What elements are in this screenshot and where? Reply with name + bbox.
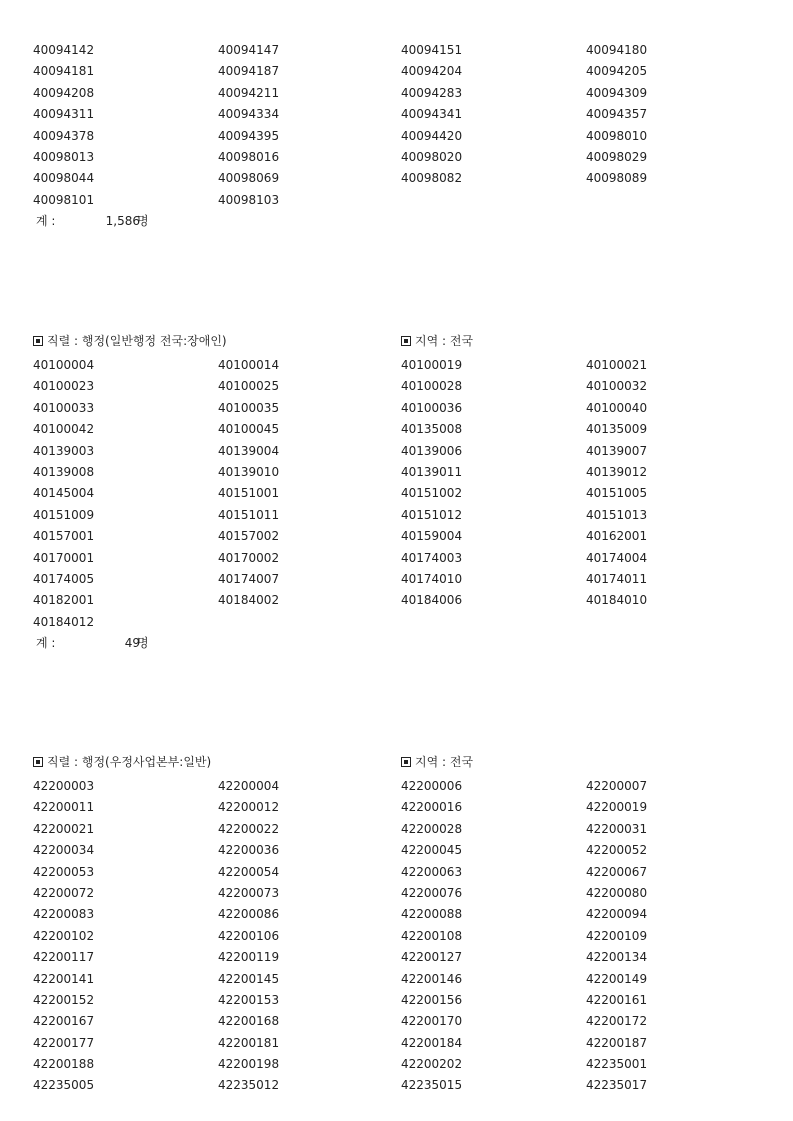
applicant-number: 40094420 xyxy=(401,128,463,143)
applicant-number: 42200004 xyxy=(218,779,280,793)
applicant-number: 42200202 xyxy=(401,1057,463,1072)
applicant-number: 40098069 xyxy=(218,171,280,186)
applicant-number: 42200109 xyxy=(586,928,648,943)
applicant-number: 42200036 xyxy=(218,843,280,858)
section-admin-disabled xyxy=(0,333,793,653)
applicant-number: 40100023 xyxy=(33,379,95,394)
section-total xyxy=(0,213,793,231)
region-header xyxy=(401,333,473,349)
table-row xyxy=(0,192,793,213)
applicant-number: 40174007 xyxy=(218,571,280,586)
applicant-number: 40139012 xyxy=(586,464,648,479)
applicant-number: 42200045 xyxy=(401,843,463,858)
applicant-number: 40159004 xyxy=(401,529,463,544)
applicant-number: 40184010 xyxy=(586,593,648,608)
square-bullet-icon xyxy=(33,757,43,767)
applicant-number: 42200184 xyxy=(401,1035,463,1050)
applicant-number: 42200083 xyxy=(33,907,95,922)
applicant-number: 42200011 xyxy=(33,800,95,815)
applicant-number: 40098082 xyxy=(401,171,463,186)
applicant-number: 42200086 xyxy=(218,907,280,922)
applicant-number: 42200006 xyxy=(401,779,463,793)
applicant-number: 42200167 xyxy=(33,1014,95,1029)
applicant-number: 42200152 xyxy=(33,992,95,1007)
applicant-number: 42200168 xyxy=(218,1014,280,1029)
applicant-number: 42200119 xyxy=(218,950,280,965)
table-row xyxy=(0,971,793,992)
applicant-number: 40170002 xyxy=(218,550,280,565)
applicant-number: 42235001 xyxy=(586,1057,648,1072)
applicant-number: 40174011 xyxy=(586,571,648,586)
job-series-header xyxy=(33,333,227,349)
applicant-number: 42200052 xyxy=(586,843,648,858)
applicant-number: 40094341 xyxy=(401,107,463,122)
table-row xyxy=(0,1035,793,1056)
applicant-number: 40098044 xyxy=(33,171,95,186)
table-row xyxy=(0,357,793,378)
applicant-number: 40094204 xyxy=(401,64,463,79)
total-count: 49 xyxy=(124,636,140,651)
applicant-number: 40094187 xyxy=(218,64,280,79)
table-row xyxy=(0,443,793,464)
applicant-number: 42200019 xyxy=(586,800,648,815)
section-continued xyxy=(0,42,793,231)
applicant-number: 40100035 xyxy=(218,400,280,415)
applicant-number: 42200187 xyxy=(586,1035,648,1050)
applicant-number: 40100021 xyxy=(586,358,648,372)
applicant-number: 42200072 xyxy=(33,885,95,900)
applicant-number: 42200181 xyxy=(218,1035,280,1050)
applicant-number: 40135008 xyxy=(401,422,463,437)
applicant-number: 40100032 xyxy=(586,379,648,394)
applicant-number: 40094208 xyxy=(33,85,95,100)
job-series-label: 직렬 : 행정(우정사업본부:일반) xyxy=(47,755,212,769)
applicant-number: 42200021 xyxy=(33,821,95,836)
table-row xyxy=(0,571,793,592)
total-label: 계 : xyxy=(36,636,56,651)
applicant-number: 42200094 xyxy=(586,907,648,922)
applicant-number: 40098029 xyxy=(586,149,648,164)
table-row xyxy=(0,592,793,613)
applicant-number: 40098101 xyxy=(33,192,95,207)
applicant-number: 40094309 xyxy=(586,85,648,100)
region-header xyxy=(401,754,473,770)
applicant-number: 40184002 xyxy=(218,593,280,608)
table-row xyxy=(0,614,793,635)
applicant-number: 42200053 xyxy=(33,864,95,879)
section-total xyxy=(0,635,793,653)
applicant-number: 40182001 xyxy=(33,593,95,608)
applicant-number: 40170001 xyxy=(33,550,95,565)
applicant-number: 42200022 xyxy=(218,821,280,836)
table-row xyxy=(0,63,793,84)
applicant-number: 40100014 xyxy=(218,358,280,372)
applicant-number: 42200170 xyxy=(401,1014,463,1029)
applicant-number: 42200076 xyxy=(401,885,463,900)
applicant-number: 42200003 xyxy=(33,779,95,793)
applicant-number: 42200067 xyxy=(586,864,648,879)
applicant-number: 40100019 xyxy=(401,358,463,372)
applicant-number: 42200080 xyxy=(586,885,648,900)
table-row xyxy=(0,378,793,399)
applicant-number: 42200012 xyxy=(218,800,280,815)
applicant-number: 40100004 xyxy=(33,358,95,372)
applicant-number: 42200031 xyxy=(586,821,648,836)
table-row xyxy=(0,507,793,528)
applicant-number: 42200054 xyxy=(218,864,280,879)
applicant-number: 40094181 xyxy=(33,64,95,79)
applicant-number: 40100045 xyxy=(218,422,280,437)
applicant-number: 40151013 xyxy=(586,507,648,522)
applicant-number: 42235015 xyxy=(401,1078,463,1093)
applicant-number: 40174010 xyxy=(401,571,463,586)
applicant-number: 42200028 xyxy=(401,821,463,836)
table-row xyxy=(0,85,793,106)
applicant-number: 40094142 xyxy=(33,43,95,57)
applicant-number: 40162001 xyxy=(586,529,648,544)
applicant-number: 42200188 xyxy=(33,1057,95,1072)
applicant-number: 40098010 xyxy=(586,128,648,143)
applicant-number: 40100025 xyxy=(218,379,280,394)
total-count: 1,586 xyxy=(105,214,140,229)
applicant-number: 40094205 xyxy=(586,64,648,79)
table-row xyxy=(0,906,793,927)
applicant-number: 42200063 xyxy=(401,864,463,879)
applicant-number: 40094357 xyxy=(586,107,648,122)
applicant-number: 40174004 xyxy=(586,550,648,565)
applicant-number: 40094151 xyxy=(401,43,463,57)
applicant-number: 42200198 xyxy=(218,1057,280,1072)
applicant-number: 40174005 xyxy=(33,571,95,586)
number-grid xyxy=(0,778,793,1099)
applicant-number: 40100036 xyxy=(401,400,463,415)
applicant-number: 40145004 xyxy=(33,486,95,501)
applicant-number: 42235017 xyxy=(586,1078,648,1093)
applicant-number: 40098089 xyxy=(586,171,648,186)
applicant-number: 40139011 xyxy=(401,464,463,479)
region-label: 지역 : 전국 xyxy=(415,755,474,769)
section-header xyxy=(0,754,793,778)
applicant-number: 42200127 xyxy=(401,950,463,965)
applicant-number: 40157002 xyxy=(218,529,280,544)
applicant-number: 40157001 xyxy=(33,529,95,544)
applicant-number: 42200177 xyxy=(33,1035,95,1050)
applicant-number: 40139006 xyxy=(401,443,463,458)
applicant-number: 40100033 xyxy=(33,400,95,415)
applicant-number: 40151011 xyxy=(218,507,280,522)
table-row xyxy=(0,400,793,421)
applicant-number: 42200172 xyxy=(586,1014,648,1029)
table-row xyxy=(0,864,793,885)
square-bullet-icon xyxy=(401,336,411,346)
applicant-number: 40151002 xyxy=(401,486,463,501)
applicant-number: 40098016 xyxy=(218,149,280,164)
table-row xyxy=(0,42,793,63)
applicant-number: 40094283 xyxy=(401,85,463,100)
table-row xyxy=(0,421,793,442)
applicant-number: 40094211 xyxy=(218,85,280,100)
table-row xyxy=(0,128,793,149)
applicant-number: 40151001 xyxy=(218,486,280,501)
table-row xyxy=(0,485,793,506)
table-row xyxy=(0,170,793,191)
table-row xyxy=(0,992,793,1013)
table-row xyxy=(0,149,793,170)
applicant-number: 40098020 xyxy=(401,149,463,164)
applicant-number: 40139004 xyxy=(218,443,280,458)
total-unit: 명 xyxy=(137,214,149,229)
applicant-number: 42200156 xyxy=(401,992,463,1007)
square-bullet-icon xyxy=(33,336,43,346)
applicant-number: 42200007 xyxy=(586,779,648,793)
applicant-number: 42200134 xyxy=(586,950,648,965)
applicant-number: 42235012 xyxy=(218,1078,280,1093)
job-series-label: 직렬 : 행정(일반행정 전국:장애인) xyxy=(47,334,227,348)
applicant-number: 42200088 xyxy=(401,907,463,922)
total-label: 계 : xyxy=(36,214,56,229)
table-row xyxy=(0,928,793,949)
table-row xyxy=(0,106,793,127)
applicant-number: 42200149 xyxy=(586,971,648,986)
table-row xyxy=(0,528,793,549)
applicant-number: 40100042 xyxy=(33,422,95,437)
applicant-number: 40094180 xyxy=(586,43,648,57)
applicant-number: 42235005 xyxy=(33,1078,95,1093)
region-label: 지역 : 전국 xyxy=(415,334,474,348)
table-row xyxy=(0,1056,793,1077)
applicant-number: 40151005 xyxy=(586,486,648,501)
applicant-number: 40139008 xyxy=(33,464,95,479)
applicant-number: 40100040 xyxy=(586,400,648,415)
job-series-header xyxy=(33,754,211,770)
applicant-number: 42200073 xyxy=(218,885,280,900)
section-postal-general xyxy=(0,754,793,1099)
applicant-number: 40139007 xyxy=(586,443,648,458)
square-bullet-icon xyxy=(401,757,411,767)
applicant-number: 40100028 xyxy=(401,379,463,394)
applicant-number: 42200117 xyxy=(33,950,95,965)
applicant-number: 40098013 xyxy=(33,149,95,164)
table-row xyxy=(0,778,793,799)
number-grid xyxy=(0,357,793,635)
number-grid xyxy=(0,42,793,213)
table-row xyxy=(0,464,793,485)
applicant-number: 40094395 xyxy=(218,128,280,143)
total-unit: 명 xyxy=(137,636,149,651)
table-row xyxy=(0,885,793,906)
applicant-number: 40151009 xyxy=(33,507,95,522)
table-row xyxy=(0,949,793,970)
applicant-number: 42200153 xyxy=(218,992,280,1007)
applicant-number: 42200106 xyxy=(218,928,280,943)
table-row xyxy=(0,821,793,842)
applicant-number: 42200146 xyxy=(401,971,463,986)
applicant-number: 40151012 xyxy=(401,507,463,522)
table-row xyxy=(0,799,793,820)
applicant-number: 40098103 xyxy=(218,192,280,207)
section-header xyxy=(0,333,793,357)
applicant-number: 42200016 xyxy=(401,800,463,815)
applicant-number: 42200145 xyxy=(218,971,280,986)
applicant-number: 40094147 xyxy=(218,43,280,57)
applicant-number: 40135009 xyxy=(586,422,648,437)
applicant-number: 42200161 xyxy=(586,992,648,1007)
table-row xyxy=(0,842,793,863)
table-row xyxy=(0,1077,793,1098)
applicant-number: 42200102 xyxy=(33,928,95,943)
applicant-number: 42200034 xyxy=(33,843,95,858)
applicant-number: 42200141 xyxy=(33,971,95,986)
applicant-number: 40184012 xyxy=(33,614,95,629)
table-row xyxy=(0,550,793,571)
applicant-number: 40174003 xyxy=(401,550,463,565)
applicant-number: 40139010 xyxy=(218,464,280,479)
table-row xyxy=(0,1013,793,1034)
applicant-number: 40139003 xyxy=(33,443,95,458)
applicant-number: 40094311 xyxy=(33,107,95,122)
applicant-number: 40094334 xyxy=(218,107,280,122)
applicant-number: 40184006 xyxy=(401,593,463,608)
applicant-number: 40094378 xyxy=(33,128,95,143)
applicant-number: 42200108 xyxy=(401,928,463,943)
